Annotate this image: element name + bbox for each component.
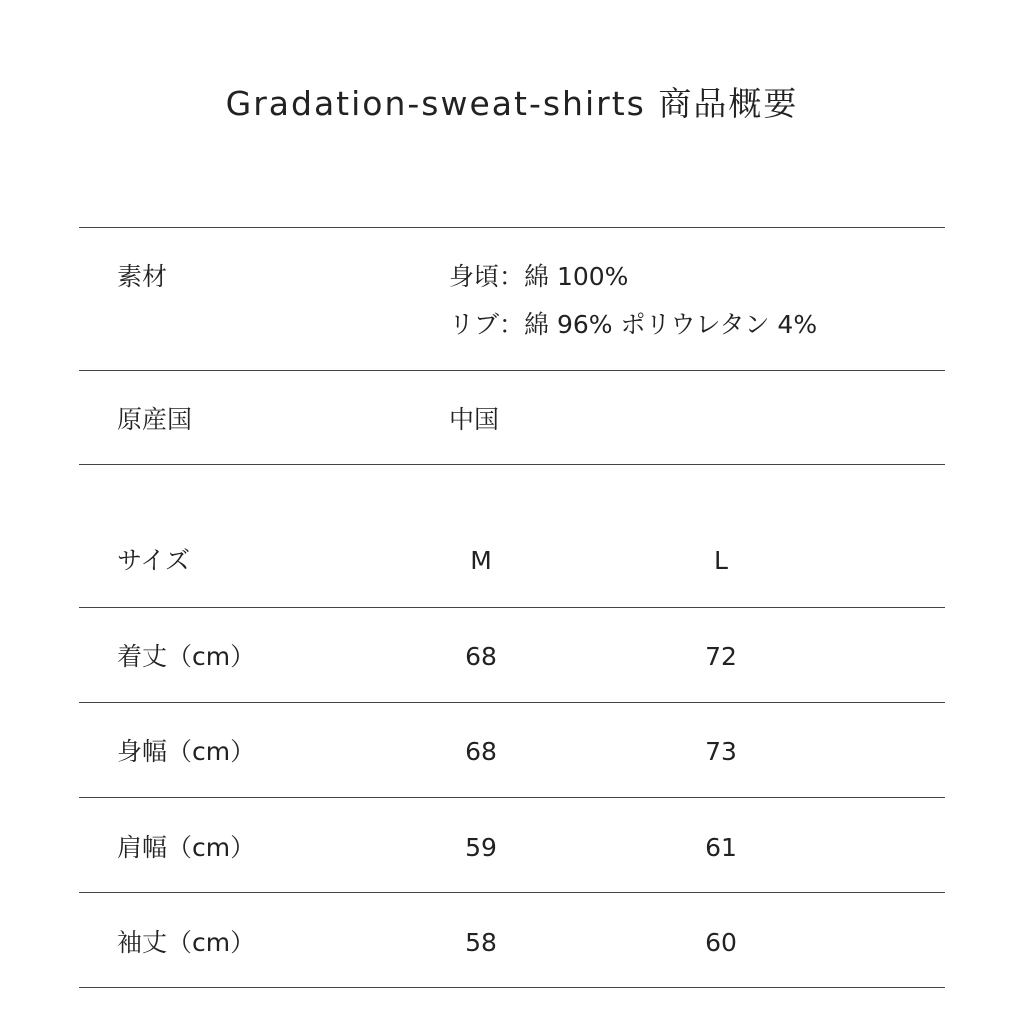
origin-label: 原産国 xyxy=(117,405,193,434)
divider xyxy=(79,702,945,703)
size-cell-l: 72 xyxy=(705,642,737,671)
size-column-header-l: L xyxy=(714,546,728,575)
size-cell-m: 68 xyxy=(465,737,497,766)
size-row-label: 袖丈（cm） xyxy=(117,928,256,957)
size-row-label: 着丈（cm） xyxy=(117,642,256,671)
material-line-body: 身頃：綿 100% xyxy=(449,262,629,291)
origin-value: 中国 xyxy=(449,405,500,434)
size-cell-l: 60 xyxy=(705,928,737,957)
page-title: Gradation-sweat-shirts 商品概要 xyxy=(225,84,799,123)
divider xyxy=(79,987,945,988)
material-label: 素材 xyxy=(117,262,168,291)
size-header-label: サイズ xyxy=(117,546,191,575)
size-cell-m: 68 xyxy=(465,642,497,671)
divider xyxy=(79,464,945,465)
size-column-header-m: M xyxy=(470,546,492,575)
divider xyxy=(79,607,945,608)
size-cell-l: 61 xyxy=(705,833,737,862)
divider xyxy=(79,892,945,893)
material-line-rib: リブ：綿 96% ポリウレタン 4% xyxy=(449,310,818,339)
divider xyxy=(79,227,945,228)
size-cell-m: 58 xyxy=(465,928,497,957)
size-cell-l: 73 xyxy=(705,737,737,766)
size-row-label: 身幅（cm） xyxy=(117,737,256,766)
size-row-label: 肩幅（cm） xyxy=(117,833,256,862)
divider xyxy=(79,370,945,371)
divider xyxy=(79,797,945,798)
size-cell-m: 59 xyxy=(465,833,497,862)
